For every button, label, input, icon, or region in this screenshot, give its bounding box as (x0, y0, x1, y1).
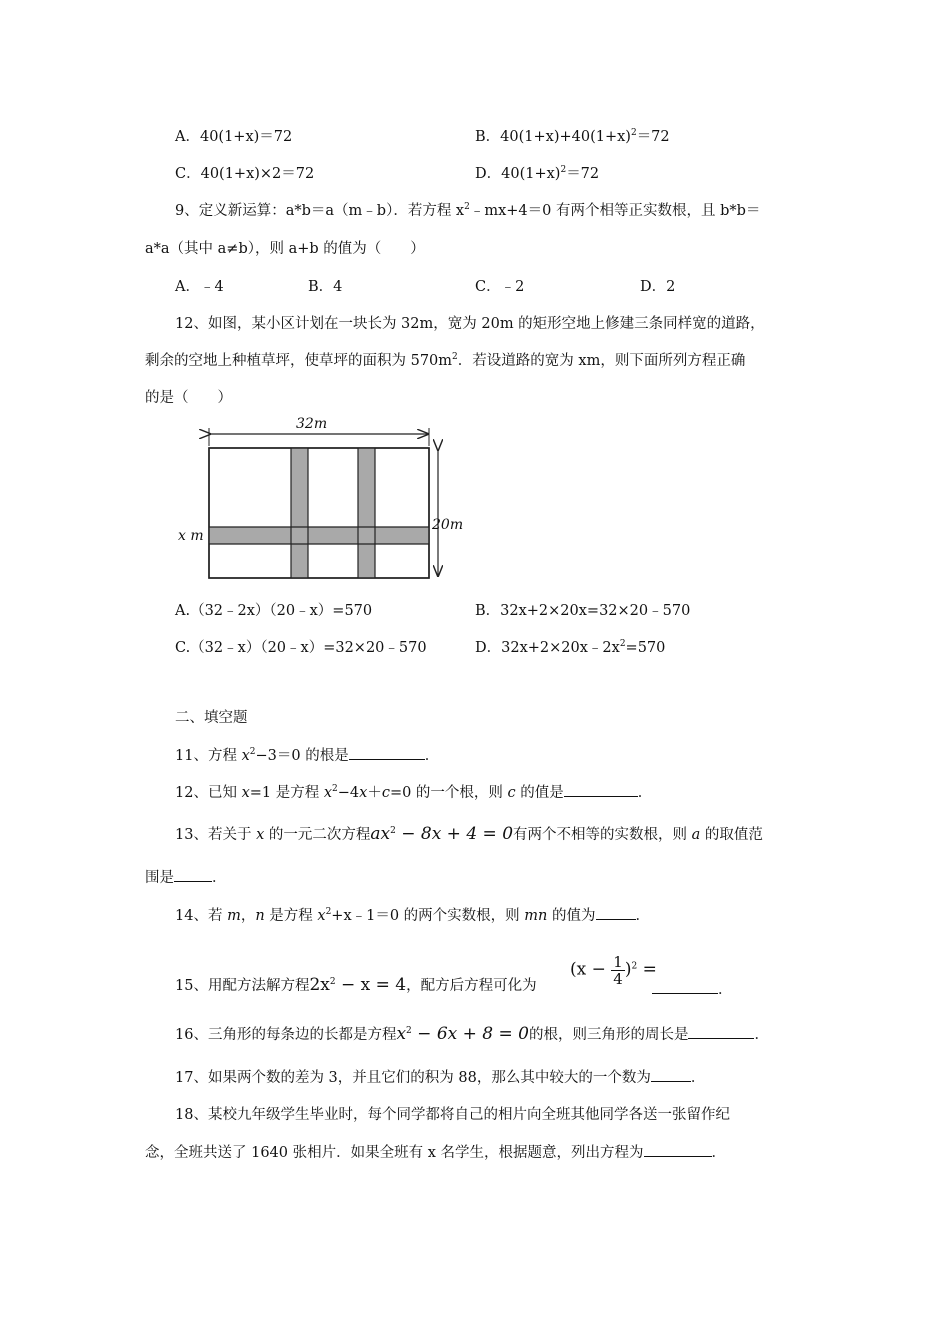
q12a-line3: 的是（ ） (145, 390, 232, 406)
q15-text: 15、用配方法解方程$2x^2 - x = 4$，配方后方程可化为 (175, 975, 537, 995)
q8-option-c: C．40(1+x)×2＝72 (175, 166, 315, 182)
q8-option-a: A．40(1+x)＝72 (175, 129, 293, 145)
q9-line2: a*a（其中 a≠b），则 a+b 的值为（ ） (145, 241, 425, 257)
q13-blank (174, 867, 212, 882)
q12b: 12、已知 x=1 是方程 $x^2-4x+c=0$ 的一个根，则 c 的值是 ． (175, 781, 652, 802)
q11: 11、方程 $x^2-3=0$ 的根是 ． (175, 744, 439, 765)
q15-blank (652, 979, 718, 994)
q8-option-b: B．$40(1+x)+40(1+x)^2=72$ (475, 128, 670, 145)
q9-option-c: C．﹣2 (475, 279, 525, 295)
section-title: 二、填空题 (175, 710, 248, 726)
q15-answer: ． (652, 978, 733, 999)
q9-option-a: A．﹣4 (175, 279, 224, 295)
q12a-line1: 12、如图，某小区计划在一块长为 32m，宽为 20m 的矩形空地上修建三条同样宽的道路， (175, 316, 765, 332)
q9-line1: 9、定义新运算：a*b＝a（m﹣b）．若方程 $x^2﹣mx+4=0$ 有两个相等正实数根，且 b*b＝ (175, 202, 761, 219)
q14-blank (596, 905, 636, 920)
width-label: 32m (296, 416, 328, 432)
q18-line1: 18、某校九年级学生毕业时，每个同学都将自己的相片向全班其他同学各送一张留作纪 (175, 1107, 730, 1123)
q8-option-d: D．$40(1+x)^2=72$ (475, 165, 600, 182)
q12a-option-a: A.（32﹣2x）（20﹣x）=570 (175, 603, 373, 619)
q16-blank (688, 1024, 754, 1039)
q17-blank (651, 1067, 691, 1082)
q13-line1: 13、若关于 x 的一元二次方程$ax^2 - 8x + 4 = 0$有两个不相等的实数根，则 a 的取值范 (175, 824, 763, 844)
q18-blank (644, 1142, 712, 1157)
road-width-label: x m (178, 528, 204, 544)
q9-option-b: B．4 (308, 279, 343, 295)
q12a-option-b: B．32x+2×20x=32×20﹣570 (475, 603, 691, 619)
q17: 17、如果两个数的差为 3，并且它们的积为 88，那么其中较大的一个数为 ． (175, 1066, 705, 1087)
q12a-option-c: C.（32﹣x）（20﹣x）=32×20﹣570 (175, 640, 427, 656)
vertical-road-1 (291, 448, 308, 578)
horizontal-road (209, 527, 429, 544)
q12a-option-d: D．$32x+2\times 20x﹣2x^2=570$ (475, 639, 666, 656)
height-label: 20m (432, 517, 464, 533)
q15-result: (x − $\frac{1}{4}$ )$^2$ = (570, 953, 657, 988)
q14: 14、若 m，n 是方程 $x^2+x﹣1=0$ 的两个实数根，则 mn 的值为 ． (175, 904, 650, 925)
vertical-road-2 (358, 448, 375, 578)
road-figure (176, 410, 476, 590)
q11-blank (349, 745, 425, 760)
q16: 16、三角形的每条边的长都是方程$x^2 - 6x + 8 = 0$的根，则三角形的周长是 ． (175, 1024, 769, 1044)
q18-line2: 念，全班共送了 1640 张相片．如果全班有 x 名学生，根据题意，列出方程为 ． (145, 1141, 726, 1162)
q13-line2: 围是 ． (145, 866, 227, 887)
q12b-blank (564, 782, 638, 797)
q12a-line2: 剩余的空地上种植草坪，使草坪的面积为 $570m^2$．若设道路的宽为 xm，则下面所列方程正确 (145, 352, 746, 369)
lot-rect (209, 448, 429, 578)
q9-option-d: D．2 (640, 279, 676, 295)
